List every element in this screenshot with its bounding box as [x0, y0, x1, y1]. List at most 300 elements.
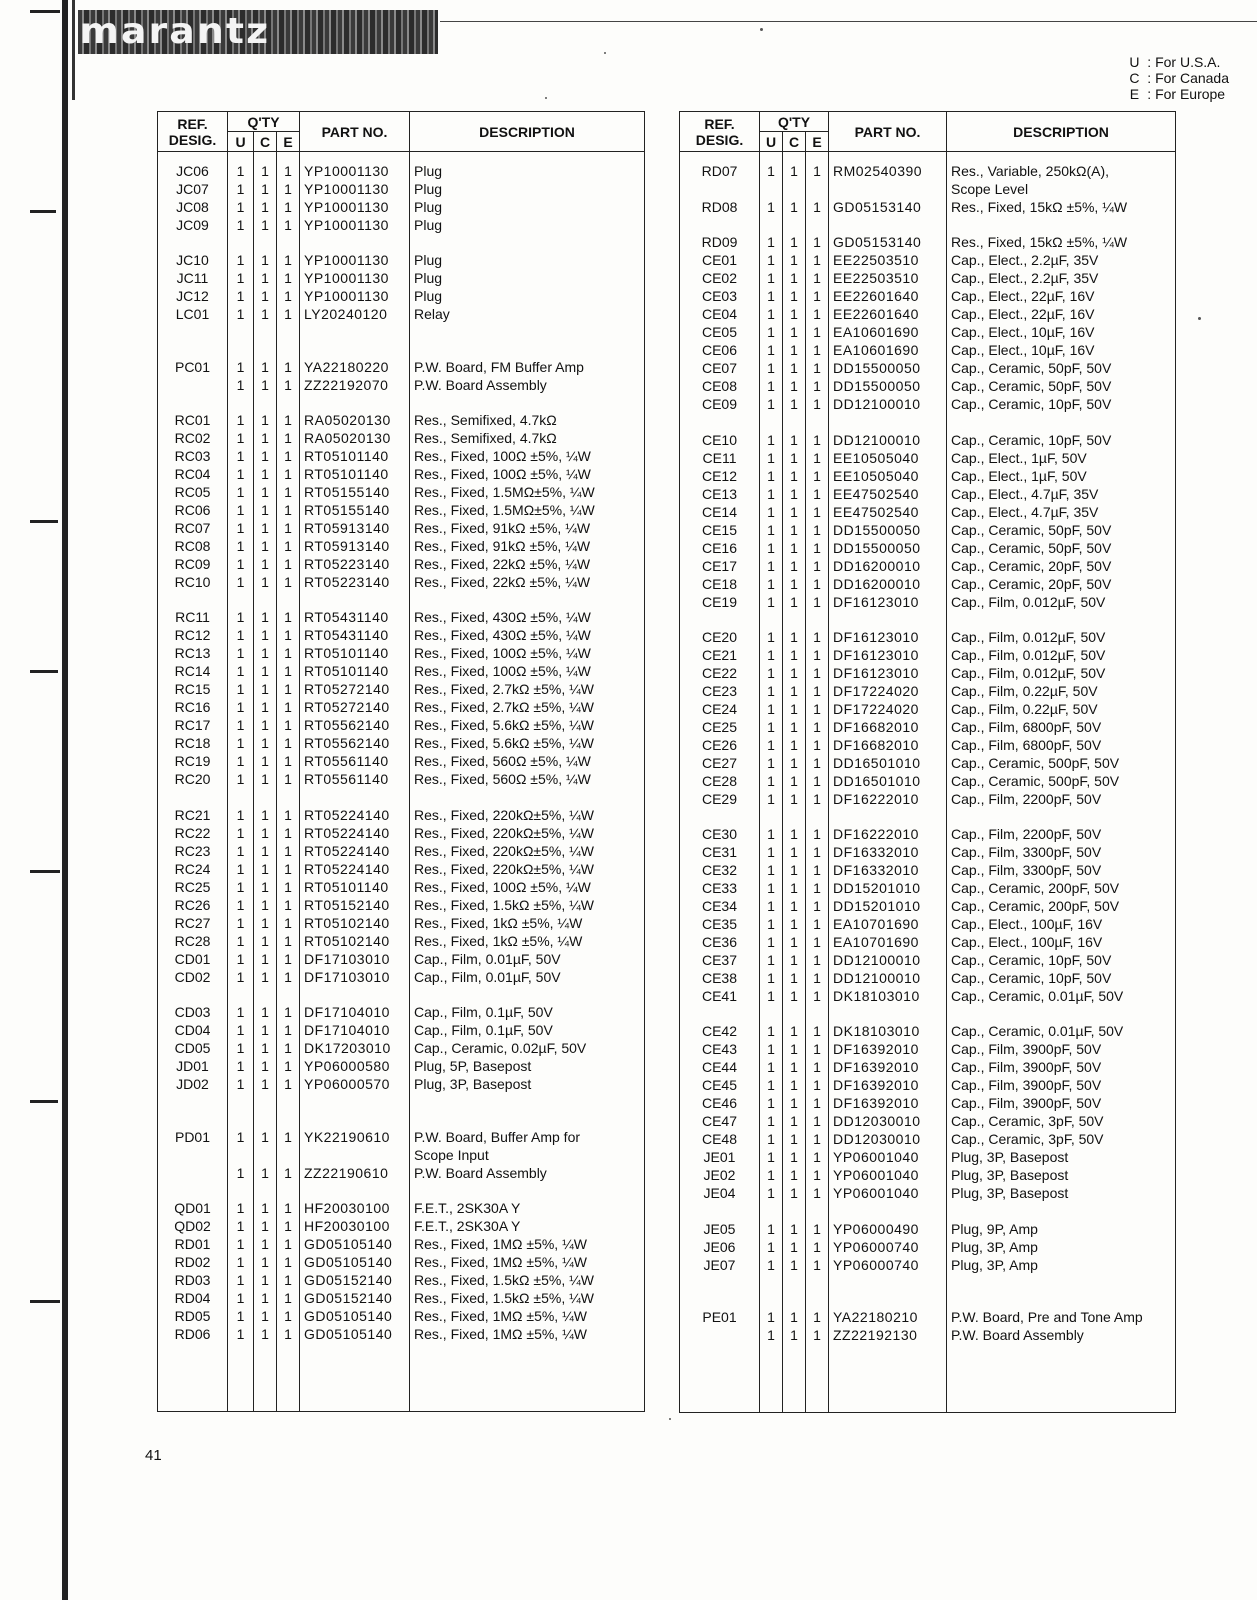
qty-u-cell: 1	[228, 1164, 254, 1182]
ref-cell	[680, 1274, 760, 1291]
qty-u-cell: 1	[228, 269, 254, 287]
ref-cell: CE14	[680, 503, 760, 521]
table-row	[680, 897, 1176, 915]
qty-c-cell: 1	[783, 539, 806, 557]
ref-cell: CE11	[680, 449, 760, 467]
table-row	[680, 718, 1176, 736]
qty-e-cell: 1	[806, 1256, 829, 1274]
table-row	[680, 700, 1176, 718]
table-row	[158, 1021, 645, 1039]
table-spacer-row	[158, 1110, 645, 1127]
description-cell: Res., Fixed, 5.6kΩ ±5%, ¼W	[410, 734, 645, 752]
qty-e-cell: 1	[277, 269, 300, 287]
table-row	[158, 269, 645, 287]
description-cell	[410, 323, 645, 340]
qty-e-cell: 1	[806, 969, 829, 987]
qty-u-cell: 1	[760, 1256, 783, 1274]
qty-c-cell: 1	[783, 485, 806, 503]
qty-u-cell: 1	[760, 951, 783, 969]
part-no-cell: RT05101140	[300, 644, 410, 662]
qty-u-cell: 1	[760, 1058, 783, 1076]
table-row	[680, 861, 1176, 879]
qty-c-cell: 1	[254, 1075, 277, 1093]
qty-c-cell: 1	[783, 287, 806, 305]
ref-cell	[158, 394, 228, 411]
table-row	[680, 1184, 1176, 1202]
qty-u-cell: 1	[228, 626, 254, 644]
table-spacer-row	[158, 986, 645, 1003]
description-cell: Res., Fixed, 22kΩ ±5%, ¼W	[410, 573, 645, 591]
qty-u-cell: 1	[228, 198, 254, 216]
qty-c-cell: 1	[783, 503, 806, 521]
ref-cell: CE27	[680, 754, 760, 772]
qty-c-cell: 1	[254, 1039, 277, 1057]
table-row	[158, 752, 645, 770]
qty-e-cell	[806, 611, 829, 628]
empty-cell	[680, 1344, 760, 1413]
qty-e-cell	[277, 1093, 300, 1110]
part-no-cell: DD15500050	[829, 521, 947, 539]
qty-u-cell: 1	[228, 216, 254, 234]
ref-cell: CD02	[158, 968, 228, 986]
description-cell: Cap., Film, 0.012µF, 50V	[947, 646, 1176, 664]
qty-u-cell: 1	[228, 447, 254, 465]
qty-e-cell: 1	[806, 915, 829, 933]
part-no-cell: RT05562140	[300, 716, 410, 734]
qty-c-cell: 1	[783, 431, 806, 449]
description-cell	[947, 1291, 1176, 1308]
part-no-cell: RM02540390	[829, 152, 947, 181]
qty-c-cell: 1	[783, 736, 806, 754]
table-row	[158, 608, 645, 626]
qty-u-cell: 1	[228, 1253, 254, 1271]
qty-c-cell: 1	[254, 968, 277, 986]
ref-cell: CE28	[680, 772, 760, 790]
qty-u-cell: 1	[760, 305, 783, 323]
qty-e-cell: 1	[277, 1003, 300, 1021]
qty-c-cell: 1	[254, 1199, 277, 1217]
part-no-cell	[300, 591, 410, 608]
table-row	[680, 377, 1176, 395]
qty-c-cell: 1	[783, 1238, 806, 1256]
qty-u-cell: 1	[228, 770, 254, 788]
ref-cell: CE24	[680, 700, 760, 718]
table-row	[680, 736, 1176, 754]
table-spacer-row	[680, 1274, 1176, 1291]
qty-u-cell: 1	[760, 1220, 783, 1238]
qty-c-cell: 1	[783, 1040, 806, 1058]
description-cell: Cap., Film, 0.22µF, 50V	[947, 700, 1176, 718]
qty-e-cell: 1	[806, 861, 829, 879]
ref-cell: CE05	[680, 323, 760, 341]
qty-c-cell: 1	[783, 987, 806, 1005]
description-cell	[947, 413, 1176, 430]
ref-cell	[680, 180, 760, 198]
part-no-cell: RT05101140	[300, 878, 410, 896]
table-row	[680, 251, 1176, 269]
qty-e-cell: 1	[277, 287, 300, 305]
ref-cell: QD02	[158, 1217, 228, 1235]
qty-c-cell: 1	[254, 950, 277, 968]
ref-cell: RC07	[158, 519, 228, 537]
part-no-cell: DF16123010	[829, 664, 947, 682]
qty-u-cell: 1	[760, 198, 783, 216]
qty-c-cell: 1	[783, 251, 806, 269]
qty-e-cell: 1	[277, 716, 300, 734]
description-cell: Res., Variable, 250kΩ(A),	[947, 152, 1176, 181]
ref-cell: CE12	[680, 467, 760, 485]
description-cell: Cap., Elect., 10µF, 16V	[947, 341, 1176, 359]
qty-c-cell	[783, 180, 806, 198]
table-row	[158, 896, 645, 914]
ref-cell: CE31	[680, 843, 760, 861]
qty-e-cell: 1	[277, 1289, 300, 1307]
table-row	[158, 465, 645, 483]
part-no-cell: DD15500050	[829, 377, 947, 395]
qty-e-cell: 1	[277, 878, 300, 896]
description-cell: Cap., Ceramic, 10pF, 50V	[947, 951, 1176, 969]
qty-e-cell: 1	[277, 896, 300, 914]
description-cell: Res., Fixed, 5.6kΩ ±5%, ¼W	[410, 716, 645, 734]
qty-e-cell: 1	[277, 1217, 300, 1235]
qty-u-cell: 1	[228, 1325, 254, 1343]
table-row	[680, 951, 1176, 969]
description-cell: Cap., Ceramic, 20pF, 50V	[947, 575, 1176, 593]
ref-cell: CE33	[680, 879, 760, 897]
qty-u-cell: 1	[760, 269, 783, 287]
table-spacer-row	[680, 808, 1176, 825]
table-row	[158, 662, 645, 680]
description-cell: Cap., Film, 3300pF, 50V	[947, 861, 1176, 879]
header-e: E	[277, 132, 300, 152]
qty-e-cell: 1	[277, 770, 300, 788]
qty-e-cell: 1	[806, 933, 829, 951]
table-spacer-row	[158, 788, 645, 805]
qty-c-cell: 1	[254, 1271, 277, 1289]
qty-e-cell: 1	[277, 573, 300, 591]
qty-c-cell: 1	[783, 915, 806, 933]
part-no-cell: RT05224140	[300, 806, 410, 824]
table-row	[158, 358, 645, 376]
table-spacer-row	[680, 1202, 1176, 1219]
qty-u-cell: 1	[760, 1022, 783, 1040]
description-cell: Res., Fixed, 430Ω ±5%, ¼W	[410, 626, 645, 644]
qty-e-cell: 1	[277, 216, 300, 234]
part-no-cell	[829, 1274, 947, 1291]
qty-e-cell: 1	[806, 593, 829, 611]
part-no-cell: RT05102140	[300, 914, 410, 932]
binding-mark	[30, 1100, 58, 1103]
scan-speck	[760, 28, 763, 31]
part-no-cell	[829, 180, 947, 198]
qty-u-cell: 1	[228, 429, 254, 447]
description-cell: Cap., Film, 3900pF, 50V	[947, 1094, 1176, 1112]
qty-c-cell: 1	[783, 575, 806, 593]
qty-c-cell: 1	[254, 519, 277, 537]
description-cell: Res., Fixed, 1.5MΩ±5%, ¼W	[410, 483, 645, 501]
qty-u-cell	[760, 808, 783, 825]
ref-cell: CE23	[680, 682, 760, 700]
qty-e-cell: 1	[277, 251, 300, 269]
qty-u-cell: 1	[228, 251, 254, 269]
ref-cell: RC02	[158, 429, 228, 447]
table-row	[680, 915, 1176, 933]
table-row	[158, 1307, 645, 1325]
qty-c-cell: 1	[783, 557, 806, 575]
ref-cell	[680, 1326, 760, 1344]
description-cell: Cap., Film, 3900pF, 50V	[947, 1076, 1176, 1094]
table-row	[158, 1325, 645, 1343]
qty-c-cell: 1	[783, 269, 806, 287]
qty-u-cell: 1	[760, 1040, 783, 1058]
part-no-cell: YP06000490	[829, 1220, 947, 1238]
table-row	[680, 1112, 1176, 1130]
ref-cell: CE07	[680, 359, 760, 377]
part-no-cell: DF16222010	[829, 825, 947, 843]
table-row	[680, 772, 1176, 790]
description-cell: Cap., Film, 0.012µF, 50V	[947, 664, 1176, 682]
part-no-cell: RT05224140	[300, 842, 410, 860]
qty-c-cell: 1	[254, 806, 277, 824]
qty-e-cell: 1	[806, 323, 829, 341]
qty-u-cell: 1	[228, 376, 254, 394]
description-cell: Res., Semifixed, 4.7kΩ	[410, 429, 645, 447]
part-no-cell	[829, 413, 947, 430]
qty-u-cell: 1	[760, 933, 783, 951]
qty-c-cell: 1	[783, 1058, 806, 1076]
description-cell: Res., Fixed, 15kΩ ±5%, ¼W	[947, 198, 1176, 216]
part-no-cell: DK17203010	[300, 1039, 410, 1057]
qty-u-cell: 1	[760, 1094, 783, 1112]
qty-e-cell: 1	[806, 233, 829, 251]
qty-e-cell: 1	[277, 698, 300, 716]
description-cell: Res., Fixed, 220kΩ±5%, ¼W	[410, 824, 645, 842]
part-no-cell: YK22190610	[300, 1128, 410, 1146]
table-spacer-row	[680, 413, 1176, 430]
qty-u-cell: 1	[228, 680, 254, 698]
brand-logo-text: marantz	[79, 11, 271, 52]
qty-c-cell: 1	[254, 932, 277, 950]
qty-e-cell: 1	[277, 662, 300, 680]
qty-e-cell: 1	[277, 376, 300, 394]
description-cell: Cap., Ceramic, 3pF, 50V	[947, 1112, 1176, 1130]
qty-u-cell: 1	[760, 341, 783, 359]
qty-c-cell	[783, 808, 806, 825]
table-row	[158, 842, 645, 860]
description-cell: Res., Fixed, 560Ω ±5%, ¼W	[410, 752, 645, 770]
qty-c-cell: 1	[254, 716, 277, 734]
qty-c-cell	[254, 1146, 277, 1164]
table-row	[680, 754, 1176, 772]
part-no-cell: DD12100010	[829, 431, 947, 449]
description-cell: Cap., Ceramic, 500pF, 50V	[947, 754, 1176, 772]
part-no-cell: DF17224020	[829, 700, 947, 718]
description-cell: Cap., Ceramic, 50pF, 50V	[947, 359, 1176, 377]
empty-cell	[806, 1344, 829, 1413]
table-row	[680, 521, 1176, 539]
qty-c-cell: 1	[783, 951, 806, 969]
part-no-cell: YP06000570	[300, 1075, 410, 1093]
ref-cell: RC23	[158, 842, 228, 860]
part-no-cell: DF16392010	[829, 1076, 947, 1094]
table-row	[158, 1235, 645, 1253]
ref-cell	[158, 341, 228, 358]
qty-u-cell: 1	[760, 575, 783, 593]
part-no-cell: DF17224020	[829, 682, 947, 700]
qty-c-cell	[254, 234, 277, 251]
ref-cell	[158, 376, 228, 394]
qty-u-cell	[228, 591, 254, 608]
ref-cell: JC12	[158, 287, 228, 305]
description-cell: Res., Fixed, 1MΩ ±5%, ¼W	[410, 1325, 645, 1343]
table-row	[158, 1128, 645, 1146]
qty-c-cell: 1	[254, 734, 277, 752]
qty-e-cell: 1	[806, 485, 829, 503]
qty-c-cell: 1	[254, 198, 277, 216]
table-row	[680, 575, 1176, 593]
qty-u-cell: 1	[228, 519, 254, 537]
ref-cell	[680, 216, 760, 233]
ref-cell: RC16	[158, 698, 228, 716]
qty-u-cell: 1	[228, 734, 254, 752]
qty-u-cell: 1	[228, 1271, 254, 1289]
description-cell: Cap., Elect., 2.2µF, 35V	[947, 269, 1176, 287]
qty-u-cell: 1	[760, 449, 783, 467]
part-no-cell: GD05152140	[300, 1289, 410, 1307]
description-cell: Cap., Film, 3300pF, 50V	[947, 843, 1176, 861]
description-cell: Cap., Film, 0.1µF, 50V	[410, 1003, 645, 1021]
qty-c-cell: 1	[254, 1235, 277, 1253]
legend-row: U : For U.S.A.	[1125, 54, 1229, 70]
qty-e-cell	[806, 180, 829, 198]
part-no-cell: GD05105140	[300, 1307, 410, 1325]
header-c: C	[783, 132, 806, 152]
qty-e-cell: 1	[277, 1199, 300, 1217]
description-cell: Res., Fixed, 2.7kΩ ±5%, ¼W	[410, 698, 645, 716]
ref-cell: CE06	[680, 341, 760, 359]
binding-edge	[0, 0, 78, 1600]
qty-u-cell: 1	[760, 1076, 783, 1094]
table-row	[680, 467, 1176, 485]
part-no-cell: YP06000580	[300, 1057, 410, 1075]
qty-e-cell: 1	[806, 1022, 829, 1040]
qty-u-cell: 1	[228, 968, 254, 986]
table-row	[158, 1199, 645, 1217]
qty-c-cell: 1	[254, 1253, 277, 1271]
table-spacer-row	[158, 323, 645, 340]
description-cell: Cap., Elect., 1µF, 50V	[947, 449, 1176, 467]
table-row	[158, 555, 645, 573]
ref-cell: CD03	[158, 1003, 228, 1021]
qty-c-cell: 1	[783, 682, 806, 700]
qty-e-cell: 1	[277, 1057, 300, 1075]
qty-e-cell: 1	[806, 575, 829, 593]
qty-e-cell: 1	[806, 377, 829, 395]
ref-cell: RC10	[158, 573, 228, 591]
part-no-cell: DD16200010	[829, 557, 947, 575]
qty-c-cell: 1	[783, 593, 806, 611]
ref-cell: CE08	[680, 377, 760, 395]
table-spacer-row	[158, 234, 645, 251]
legend-row: E : For Europe	[1125, 86, 1229, 102]
qty-c-cell: 1	[783, 933, 806, 951]
qty-e-cell: 1	[806, 1148, 829, 1166]
part-no-cell: RT05101140	[300, 465, 410, 483]
description-cell: Cap., Film, 0.01µF, 50V	[410, 968, 645, 986]
ref-cell: JE02	[680, 1166, 760, 1184]
qty-c-cell	[254, 341, 277, 358]
qty-c-cell: 1	[254, 376, 277, 394]
part-no-cell: DF16222010	[829, 790, 947, 808]
qty-e-cell: 1	[277, 626, 300, 644]
description-cell: Res., Fixed, 1.5MΩ±5%, ¼W	[410, 501, 645, 519]
part-no-cell	[829, 808, 947, 825]
part-no-cell: DD12100010	[829, 951, 947, 969]
part-no-cell	[300, 341, 410, 358]
qty-c-cell: 1	[783, 646, 806, 664]
ref-cell: RC09	[158, 555, 228, 573]
part-no-cell: EA10701690	[829, 933, 947, 951]
qty-e-cell	[277, 323, 300, 340]
qty-u-cell	[228, 1110, 254, 1127]
qty-u-cell: 1	[228, 1217, 254, 1235]
qty-u-cell	[760, 1274, 783, 1291]
qty-u-cell: 1	[228, 537, 254, 555]
qty-c-cell: 1	[783, 1094, 806, 1112]
qty-c-cell: 1	[254, 555, 277, 573]
table-row	[158, 483, 645, 501]
ref-cell: CE42	[680, 1022, 760, 1040]
part-no-cell: EA10701690	[829, 915, 947, 933]
qty-c-cell	[783, 413, 806, 430]
header-desc: DESCRIPTION	[947, 112, 1176, 152]
qty-u-cell: 1	[228, 932, 254, 950]
description-cell: P.W. Board Assembly	[410, 1164, 645, 1182]
table-row	[680, 933, 1176, 951]
ref-cell: CE38	[680, 969, 760, 987]
qty-e-cell: 1	[277, 1235, 300, 1253]
ref-cell: JE07	[680, 1256, 760, 1274]
ref-cell: RC12	[158, 626, 228, 644]
qty-u-cell	[760, 1291, 783, 1308]
qty-c-cell: 1	[783, 1112, 806, 1130]
part-no-cell: DF16123010	[829, 646, 947, 664]
qty-u-cell: 1	[228, 1235, 254, 1253]
qty-e-cell: 1	[806, 1058, 829, 1076]
table-row	[158, 1164, 645, 1182]
empty-cell	[158, 1343, 228, 1412]
description-cell: Res., Fixed, 220kΩ±5%, ¼W	[410, 842, 645, 860]
table-spacer-row	[680, 611, 1176, 628]
qty-u-cell: 1	[760, 233, 783, 251]
qty-e-cell: 1	[806, 305, 829, 323]
qty-c-cell	[783, 1005, 806, 1022]
ref-cell: LC01	[158, 305, 228, 323]
qty-e-cell: 1	[806, 269, 829, 287]
description-cell: Cap., Film, 0.01µF, 50V	[410, 950, 645, 968]
qty-e-cell: 1	[806, 879, 829, 897]
table-row	[158, 152, 645, 181]
part-no-cell: YP10001130	[300, 180, 410, 198]
qty-e-cell: 1	[806, 287, 829, 305]
description-cell	[410, 986, 645, 1003]
legend-text: For Canada	[1155, 70, 1229, 86]
description-cell: Cap., Elect., 4.7µF, 35V	[947, 485, 1176, 503]
qty-u-cell: 1	[760, 628, 783, 646]
qty-u-cell: 1	[760, 323, 783, 341]
description-cell: Cap., Ceramic, 3pF, 50V	[947, 1130, 1176, 1148]
ref-cell	[158, 1164, 228, 1182]
